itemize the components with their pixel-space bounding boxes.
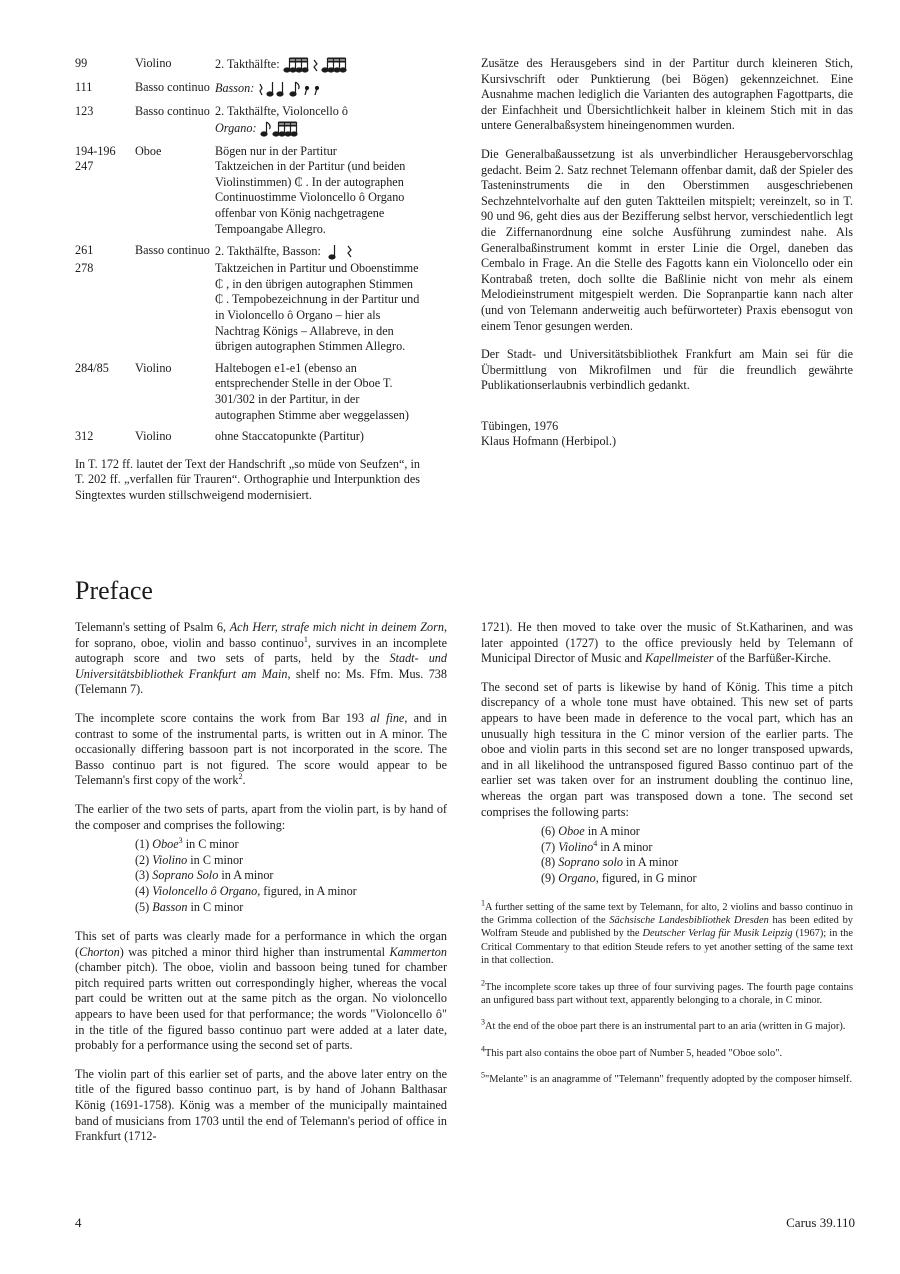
- paragraph: Zusätze des Herausgebers sind in der Partitur durch kleineren Stich, Kursivschrift oder Punktierung (bei Bögen) gekennzeichnet. Eine Ausnahme machen lediglich die Varianten des autographen Fagottparts, die der Einfachheit und Übersichtlichkeit halber in kleinem Stich mit in das untere Generalbaßsystem hineingenommen wurden.: [481, 56, 853, 133]
- place-date: Tübingen, 1976: [481, 418, 559, 433]
- critical-notes-table: [75, 56, 420, 445]
- text-note: In T. 172 ff. lautet der Text der Handschrift „so müde von Seufzen“, in T. 202 ff. „verfallen für Trauren“. Orthographie und Interpunktion des Singtextes wurden stillschweigend modernisiert.: [75, 456, 420, 502]
- table-row: 247 Taktzeichen in der Partitur (und beiden Violinstimmen) ₵ . In der autographen Continuostimme Violoncello ô Organo offenbar von König nachgetragene Tempoangabe Allegro.: [75, 159, 406, 236]
- list-item: (6) Oboe in A minor: [541, 824, 640, 839]
- list-item: (8) Soprano solo in A minor: [541, 855, 679, 870]
- table-row: 194-196 Oboe Bögen nur in der Partitur: [75, 143, 337, 158]
- table-row: 312 Violino ohne Staccatopunkte (Partitur): [75, 429, 364, 444]
- table-row: 278 Taktzeichen in Partitur und Oboenstimme ₵ , in den übrigen autographen Stimmen ₵ . Tempobezeichnung in der Partitur und in Violoncello ô Organo – hier als Nachtrag Königs – Allabreve, in den übrigen autographen Stimmen Allegro.: [75, 261, 420, 354]
- paragraph: The incomplete score contains the work from Bar 193 al fine, and in contrast to some of the instrumental parts, is written out in A minor. The occasionally differing bassoon part is not incorporated in the score. The Basso continuo part is not figured. The score would appear to be Telemann's first copy of the work$^2$.: [75, 710, 447, 788]
- author-signature: Klaus Hofmann (Herbipol.): [481, 434, 617, 449]
- table-row: 111 Basso continuo Basson:: [75, 74, 420, 98]
- footnote-2: $^2$The incomplete score takes up three of four surviving pages. The fourth page contains an unfigured bass part without text, apparently belonging to a chorale, in C minor.: [481, 978, 853, 1006]
- preface-column-right: [481, 620, 853, 1100]
- paragraph: Die Generalbaßaussetzung ist als unverbindlicher Herausgebervorschlag gedacht. Beim 2. Satz rechnet Telemann offenbar damit, daß der Spieler des Tasteninstruments die in den Oberstimmen ausgeschriebenen Sechzehntelvorhalte auf den guten Taktteilen mitspielt; vereinzelt, so in T. 90 und 96, geht dies aus der Bezifferung selbst hervor, verschiedentlich legt die Ziffernanordnung eine solche Ausführung zumindest nahe. Als Generalbaßinstrument kommt in erster Linie die Orgel, daneben das Cembalo in Frage. An die Stelle des Fagotts kann ein Violoncello oder ein Kontrabaß treten, doch sollte die Baßlinie nicht von mehr als einem Melodieinstrument mitgespielt werden. Die Sopranpartie kann nach alter (und von Telemann anderweitig auch befürworteter) Praxis ebensogut von einem Tenor gesungen werden.: [481, 146, 853, 333]
- list-item: (2) Violino in C minor: [135, 852, 244, 867]
- table-row: 261 Basso continuo 2. Takthälfte, Basson:: [75, 237, 420, 261]
- page-number: 4: [75, 1215, 82, 1230]
- music-notation-icon: [260, 120, 300, 138]
- paragraph: 1721). He then moved to take over the music of St.Katharinen, and was later appointed (1727) to the office previously held by Telemann of Municipal Director of Music and Kapellmeister of the Barfüßer-Kirche.: [481, 620, 853, 666]
- paragraph: The second set of parts is likewise by hand of König. This time a pitch discrepancy of a whole tone must have obtained. This new set of parts appears to have been made in deference to the vocal part, which has an unusually high tessitura in the C minor version of the earlier parts. The oboe and violin parts in this second set are no longer transposed upwards, and in all likelihood the untransposed figured Basso continuo part of the earlier set was taken over for an instrument doubling the continuo line, whereas the organ part was transposed down a tone. The second set comprises the following parts:: [481, 679, 853, 819]
- parts-list-first-set: [135, 837, 447, 915]
- list-item: (3) Soprano Solo in A minor: [135, 868, 274, 883]
- list-item: (4) Violoncello ô Organo, figured, in A minor: [135, 883, 357, 898]
- paragraph: The violin part of this earlier set of parts, and the above later entry on the title of the figured basso continuo part, is by hand of Johann Balthasar König (1691-1758). König was a member of the municipally maintained band of musicians from 1703 until the end of Telemann's period of office in Frankfurt (1712-: [75, 1066, 447, 1144]
- paragraph: The earlier of the two sets of parts, apart from the violin part, is by hand of the composer and comprises the following:: [75, 801, 447, 832]
- german-foreword-continued: [481, 56, 853, 450]
- paragraph: Der Stadt- und Universitätsbibliothek Frankfurt am Main sei für die Übermittlung von Mikrofilmen und für die freundlich gewährte Publikationserlaubnis verbindlich gedankt.: [481, 347, 853, 393]
- parts-list-second-set: [541, 824, 853, 886]
- paragraph: This set of parts was clearly made for a performance in which the organ (Chorton) was pitched a minor third higher than instrumental Kammerton (chamber pitch). The oboe, violin and bassoon being tuned for chamber pitch required parts written out correspondingly higher, whereas the vocal part could be written out at the same pitch as the organ. No violoncello appears to have been used for that performance; the words "Violoncello ô" in the title of the figured basso continuo part were added at a later date, probably for a performance using the second set of parts.: [75, 929, 447, 1053]
- catalog-number: Carus 39.110: [786, 1215, 855, 1230]
- list-item: (1) Oboe$^3$ in C minor: [135, 836, 239, 852]
- list-item: (9) Organo, figured, in G minor: [541, 870, 697, 885]
- music-notation-icon: [283, 56, 353, 74]
- paragraph: Telemann's setting of Psalm 6, Ach Herr, strafe mich nicht in deinem Zorn, for soprano, oboe, violin and basso continuo$^1$, survives in an incomplete autograph score and two sets of parts, held by the Stadt- und Universitätsbibliothek Frankfurt am Main, shelf no: Ms. Ffm. Mus. 738 (Telemann 7).: [75, 620, 447, 697]
- music-notation-icon: [324, 243, 360, 261]
- footnote-4: $^4$This part also contains the oboe part of Number 5, headed "Oboe solo".: [481, 1044, 783, 1059]
- table-row: 99 Violino 2. Takthälfte:: [75, 56, 420, 74]
- footnote-3: $^3$At the end of the oboe part there is an instrumental part to an aria (written in G major).: [481, 1017, 846, 1033]
- critical-notes: [75, 56, 420, 503]
- footnote-5: $^5$"Melante" is an anagramme of "Telemann" frequently adopted by the composer himself.: [481, 1070, 853, 1086]
- footnote-1: $^1$A further setting of the same text by Telemann, for alto, 2 violins and basso continuo in the Grimma collection of the Sächsische Landesbibliothek Dresden has been edited by Wolfram Steude and published by the Deutscher Verlag für Musik Leipzig (1967); in the Critical Commentary to that edition Steude refers to yet another setting of the same text in that collection.: [481, 898, 853, 967]
- preface-column-left: [75, 620, 447, 1158]
- table-row: 284/85 Violino Haltebogen e1-e1 (ebenso an entsprechender Stelle in der Oboe T. 301/302 in der Partitur, in der autographen Stimme aber weggelassen): [75, 360, 409, 422]
- table-row: 123 Basso continuo 2. Takthälfte, Violoncello ô Organo:: [75, 98, 420, 138]
- page-title: Preface: [75, 576, 153, 605]
- list-item: (7) Violino$^4$ in A minor: [541, 838, 653, 854]
- music-notation-icon: [257, 80, 327, 98]
- list-item: (5) Basson in C minor: [135, 899, 244, 914]
